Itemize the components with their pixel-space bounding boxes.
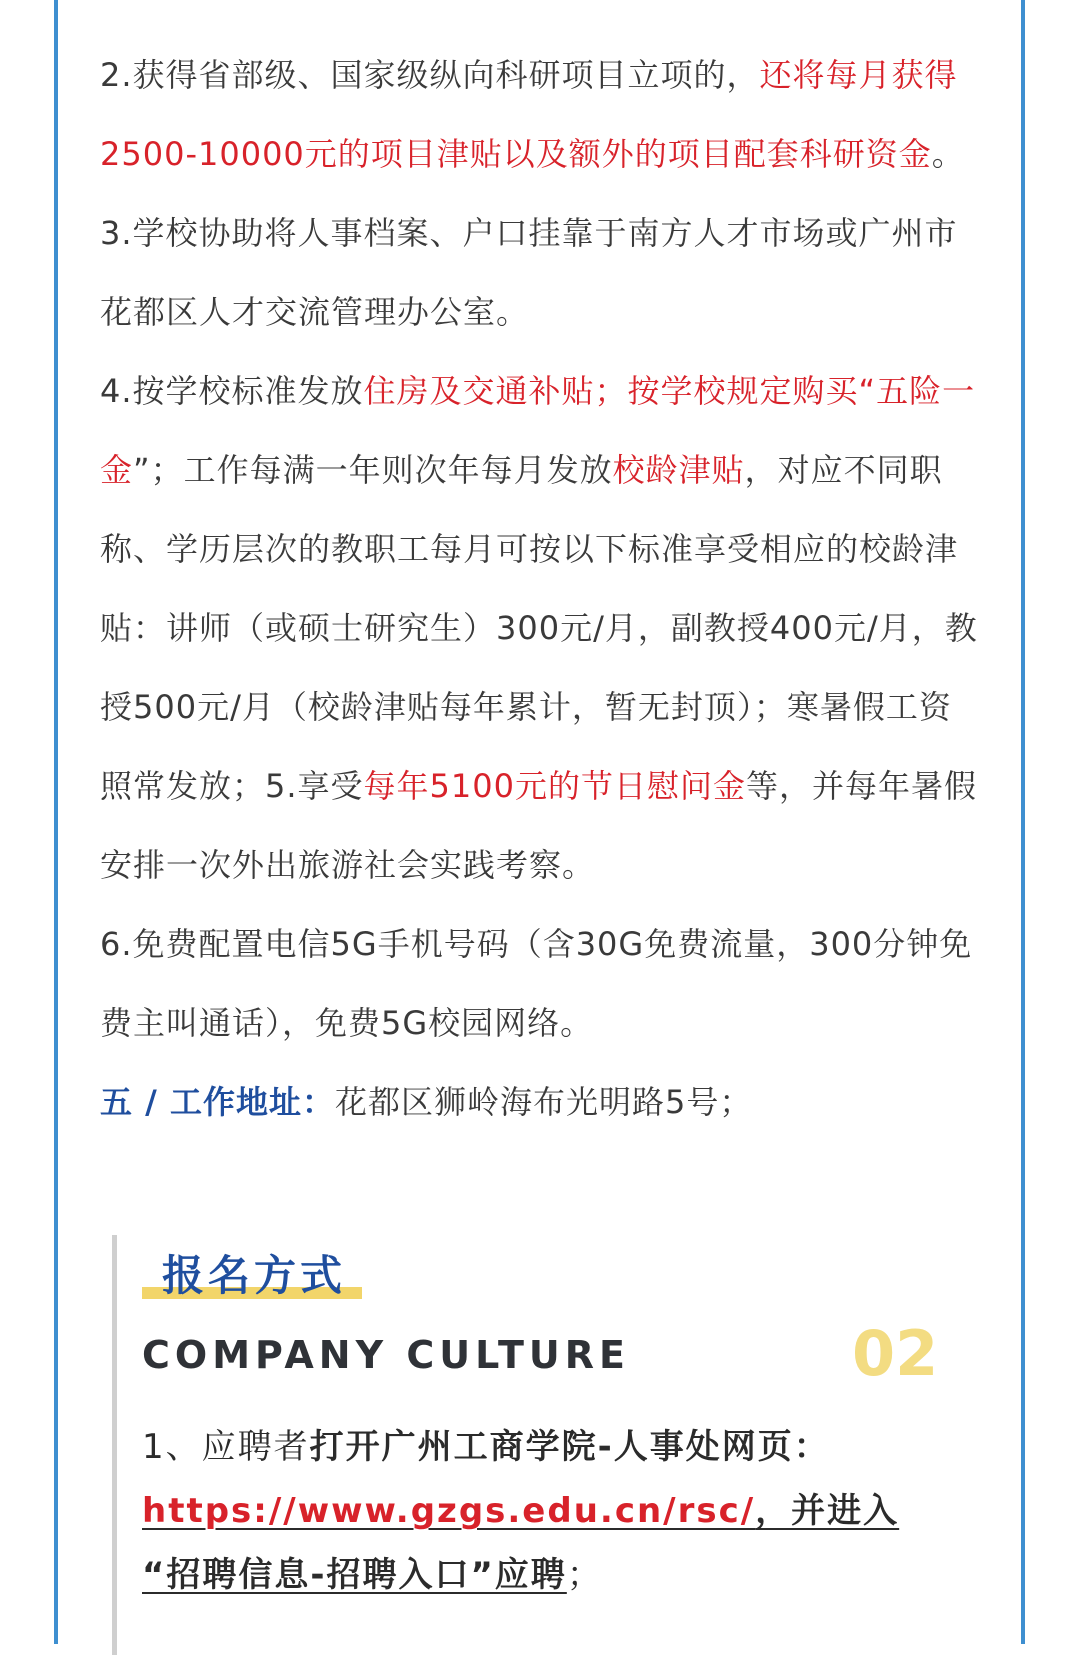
- benefit-item-6: 6.免费配置电信5G手机号码（含30G免费流量，300分钟免费主叫通话），免费5G校园网络。: [100, 925, 973, 1042]
- frame-border-right: [1021, 0, 1025, 1644]
- benefit-2-highlight: 还将每月获得2500-10000元的项目津贴以及额外的项目配套科研资金: [100, 56, 958, 173]
- benefit-item-2: [100, 36, 980, 194]
- step-1-continue: ，并进入: [755, 1491, 900, 1531]
- benefit-2-end: 。: [931, 135, 965, 173]
- step-1-prefix: 1、应聘者: [142, 1427, 310, 1467]
- hr-url-link[interactable]: https://www.gzgs.edu.cn/rsc/: [142, 1491, 756, 1531]
- section-title: 报名方式: [162, 1251, 347, 1300]
- recruit-entry: “招聘信息-招聘入口”应聘: [142, 1555, 567, 1595]
- benefit-item-4: [100, 352, 980, 905]
- benefit-2-text: 2.获得省部级、国家级纵向科研项目立项的，: [100, 56, 760, 94]
- section-subtitle: COMPANY CULTURE: [142, 1333, 630, 1377]
- hr-url-line: [142, 1491, 899, 1531]
- step-1-end: ；: [566, 1555, 603, 1595]
- section-number: 02: [852, 1317, 939, 1390]
- benefit-4-text-b: ”；工作每满一年则次年每月发放: [133, 451, 613, 489]
- benefit-4-text-c: ，对应不同职称、学历层次的教职工每月可按以下标准享受相应的校龄津贴：讲师（或硕士研究生）300元/月，副教授400元/月，教授500元/月（校龄津贴每年累计，暂无封顶）；寒暑假工资照常发放；5.享受: [100, 451, 978, 805]
- section-accent-bar: [112, 1235, 117, 1655]
- benefit-4-text-a: 4.按学校标准发放: [100, 372, 364, 410]
- work-address-label: 五 / 工作地址：: [100, 1083, 335, 1121]
- benefits-content: [100, 36, 980, 1142]
- benefit-4-highlight-c: 每年5100元的节日慰问金: [363, 767, 746, 805]
- application-steps: [142, 1415, 942, 1607]
- work-address-value: 花都区狮岭海布光明路5号；: [334, 1083, 753, 1121]
- step-1-instruction: 打开广州工商学院-人事处网页：: [309, 1427, 830, 1467]
- frame-border-left: [54, 0, 58, 1644]
- application-section: [112, 1235, 982, 1655]
- benefit-4-highlight-b: 校龄津贴: [612, 451, 745, 489]
- benefit-4-text-d: 等，并每年暑假安排一次外出旅游社会实践考察。: [100, 767, 978, 884]
- section-title-wrap: [142, 1243, 346, 1303]
- work-address: [100, 1063, 980, 1142]
- benefit-4-highlight-a: 住房及交通补贴；按学校规定购买“五险一金: [100, 372, 976, 489]
- benefit-item-3: 3.学校协助将人事档案、户口挂靠于南方人才市场或广州市花都区人才交流管理办公室。: [100, 214, 958, 331]
